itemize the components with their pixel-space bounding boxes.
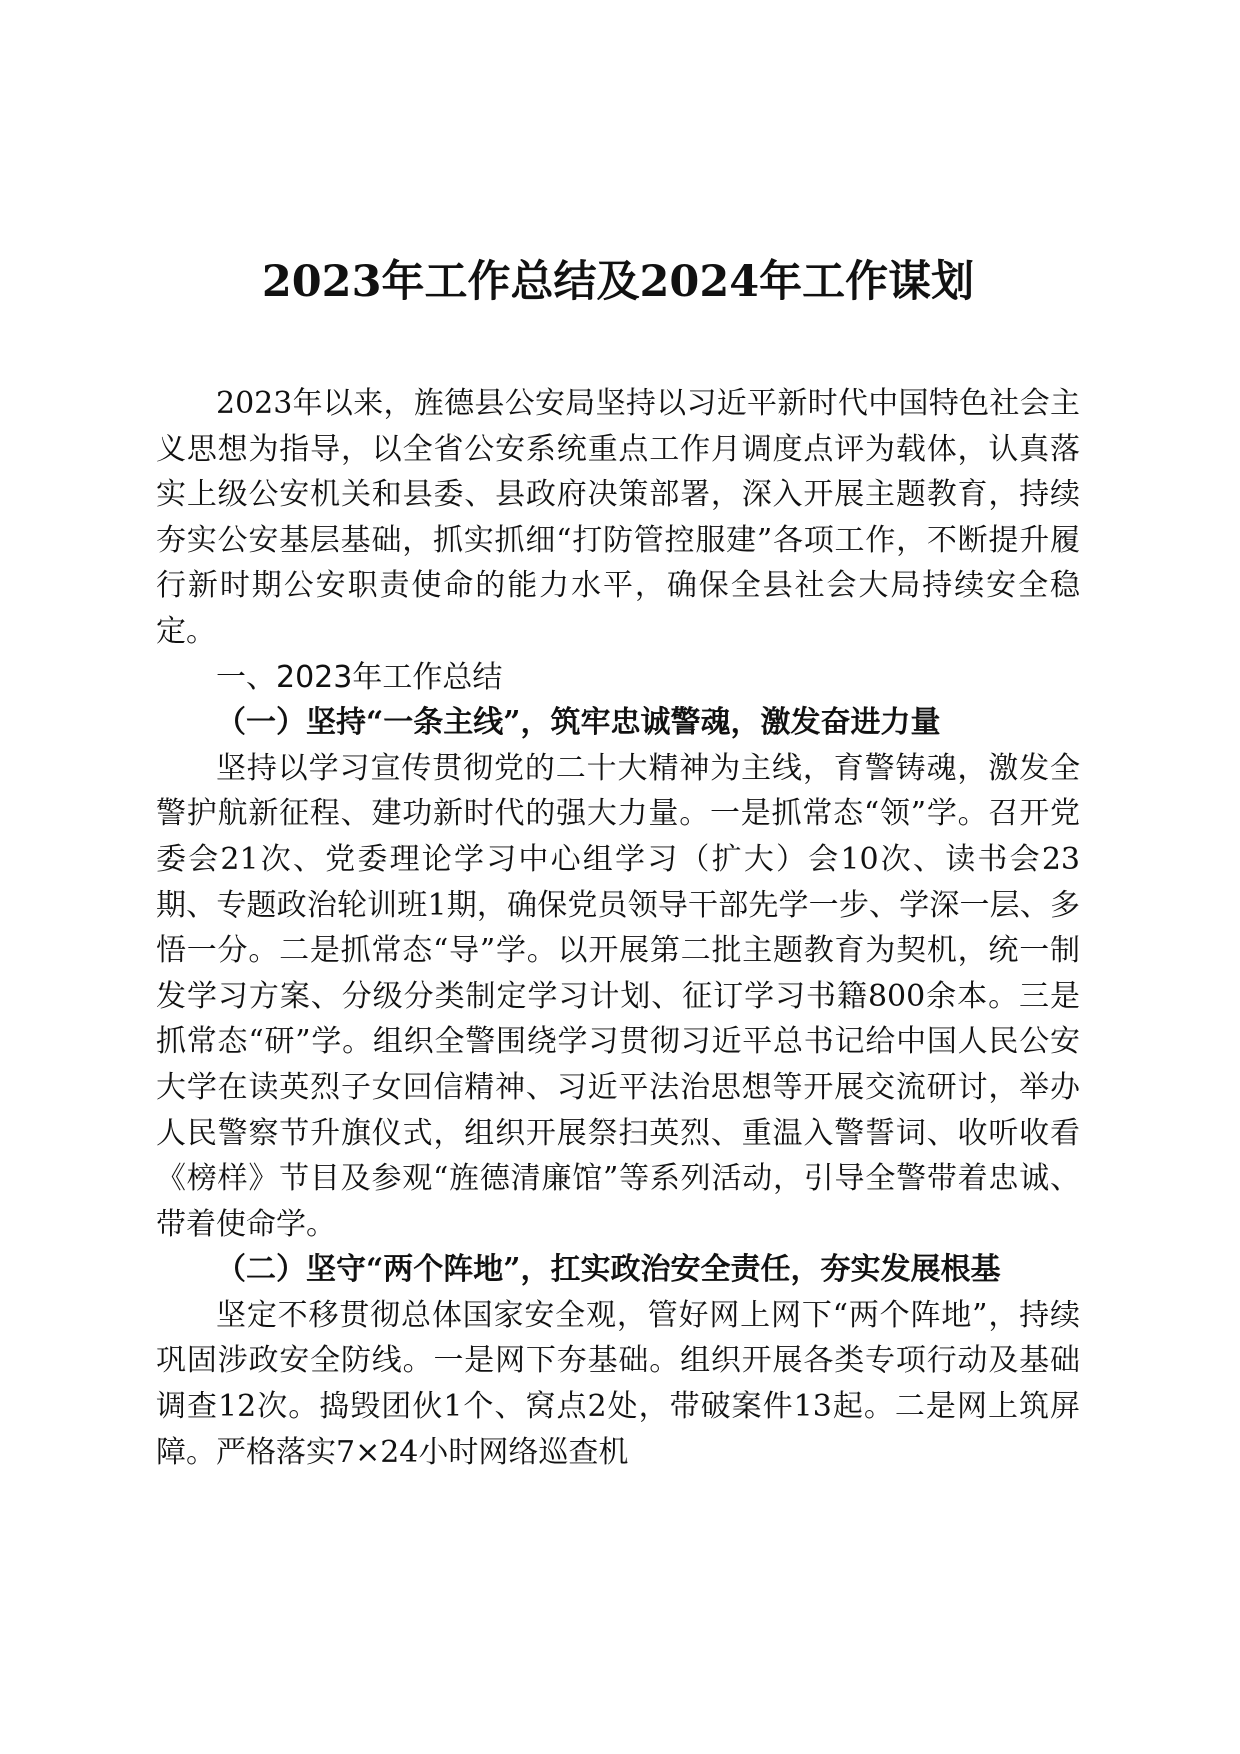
document-body <box>156 381 1080 1475</box>
subsection-heading-1: （一）坚持“一条主线”，筑牢忠诚警魂，激发奋进力量 <box>216 705 941 741</box>
section-heading-summary: 一、2023年工作总结 <box>216 659 503 695</box>
subsection-heading-2: （二）坚守“两个阵地”，扛实政治安全责任，夯实发展根基 <box>216 1252 1001 1288</box>
subsection-body-1: 坚持以学习宣传贯彻党的二十大精神为主线，育警铸魂，激发全警护航新征程、建功新时代的强大力量。一是抓常态“领”学。召开党委会21次、党委理论学习中心组学习（扩大）会10次、读书会23期、专题政治轮训班1期，确保党员领导干部先学一步、学深一层、多悟一分。二是抓常态“导”学。以开展第二批主题教育为契机，统一制发学习方案、分级分类制定学习计划、征订学习书籍800余本。三是抓常态“研”学。组织全警围绕学习贯彻习近平总书记给中国人民公安大学在读英烈子女回信精神、习近平法治思想等开展交流研讨，举办人民警察节升旗仪式，组织开展祭扫英烈、重温入警誓词、收听收看《榜样》节目及参观“旌德清廉馆”等系列活动，引导全警带着忠诚、带着使命学。 <box>156 750 1080 1242</box>
document-page <box>156 0 1080 1754</box>
intro-paragraph: 2023年以来，旌德县公安局坚持以习近平新时代中国特色社会主义思想为指导，以全省公安系统重点工作月调度点评为载体，认真落实上级公安机关和县委、县政府决策部署，深入开展主题教育，持续夯实公安基层基础，抓实抓细“打防管控服建”各项工作，不断提升履行新时期公安职责使命的能力水平，确保全县社会大局持续安全稳定。 <box>156 386 1080 649</box>
document-title: 2023年工作总结及2024年工作谋划 <box>261 257 975 307</box>
subsection-body-2: 坚定不移贯彻总体国家安全观，管好网上网下“两个阵地”，持续巩固涉政安全防线。一是网下夯基础。组织开展各类专项行动及基础调查12次。捣毁团伙1个、窝点2处，带破案件13起。二是网上筑屏障。严格落实7×24小时网络巡查机 <box>156 1297 1080 1470</box>
